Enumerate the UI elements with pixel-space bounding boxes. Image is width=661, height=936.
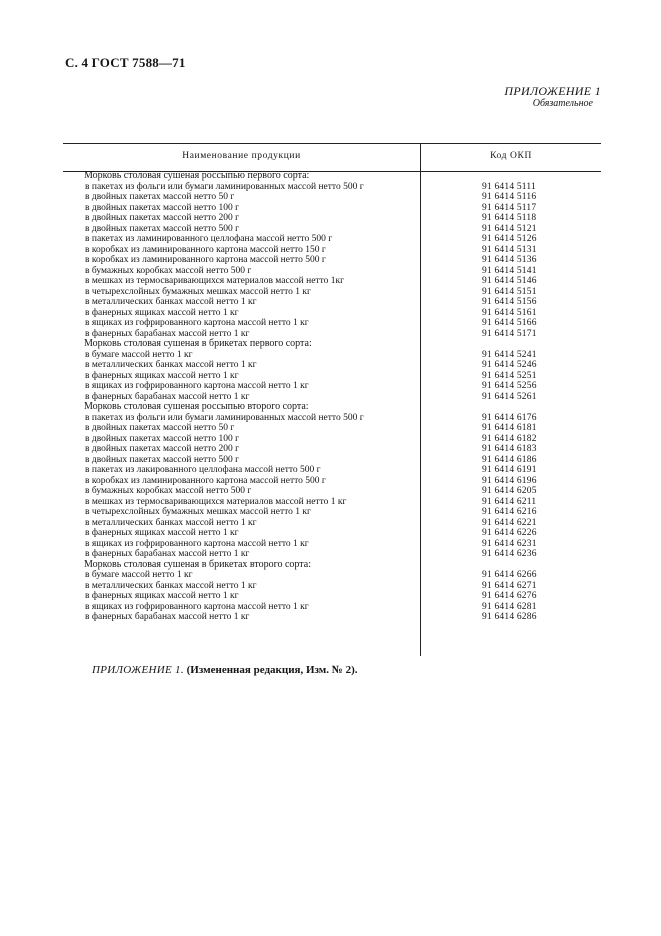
okp-code-cell: 91 6414 5117 bbox=[482, 202, 537, 213]
table-row bbox=[63, 371, 601, 382]
table-row bbox=[63, 497, 601, 508]
okp-code-cell: 91 6414 5111 bbox=[482, 181, 536, 192]
table-row bbox=[63, 287, 601, 298]
table-row bbox=[63, 192, 601, 203]
table-row bbox=[63, 360, 601, 371]
table-section-heading bbox=[63, 560, 601, 571]
table-row bbox=[63, 318, 601, 329]
product-name-cell: в мешках из термосваривающихся материалов массой нетто 1 кг bbox=[85, 496, 347, 507]
okp-code-cell: 91 6414 5166 bbox=[482, 318, 537, 328]
product-name-cell: в фанерных барабанах массой нетто 1 кг bbox=[85, 328, 250, 339]
product-name-cell: Морковь столовая сушеная в брикетах второго сорта: bbox=[84, 558, 311, 570]
table-row bbox=[63, 455, 601, 466]
product-name-cell: в двойных пакетах массой нетто 50 г bbox=[85, 192, 235, 202]
column-header-product-name: Наименование продукции bbox=[182, 151, 301, 161]
okp-code-cell: 91 6414 5136 bbox=[482, 255, 537, 265]
okp-code-cell: 91 6414 5241 bbox=[482, 349, 537, 360]
product-name-cell: Морковь столовая сушеная россыпью второго сорта: bbox=[84, 401, 309, 412]
okp-code-cell: 91 6414 6176 bbox=[482, 412, 537, 423]
okp-code-cell: 91 6414 5246 bbox=[482, 360, 537, 370]
product-name-cell: в фанерных ящиках массой нетто 1 кг bbox=[85, 591, 239, 601]
table-row bbox=[63, 486, 601, 497]
table-row bbox=[63, 612, 601, 623]
table-row bbox=[63, 602, 601, 613]
okp-code-cell: 91 6414 6286 bbox=[482, 612, 537, 622]
product-name-cell: в четырехслойных бумажных мешках массой нетто 1 кг bbox=[85, 507, 311, 517]
appendix-title: ПРИЛОЖЕНИЕ 1 bbox=[504, 84, 601, 98]
product-name-cell: в металлических банках массой нетто 1 кг bbox=[85, 517, 257, 528]
product-name-cell: в металлических банках массой нетто 1 кг bbox=[85, 580, 257, 591]
table-row bbox=[63, 350, 601, 361]
product-name-cell: в бумаге массой нетто 1 кг bbox=[85, 570, 193, 580]
okp-code-cell: 91 6414 6236 bbox=[482, 549, 537, 559]
page-header: С. 4 ГОСТ 7588—71 bbox=[65, 55, 186, 70]
product-name-cell: в фанерных ящиках массой нетто 1 кг bbox=[85, 528, 239, 538]
table-section-heading bbox=[63, 171, 601, 182]
column-header-okp-code: Код ОКП bbox=[490, 151, 532, 161]
product-name-cell: в пакетах из фольги или бумаги ламинированных массой нетто 500 г bbox=[85, 181, 364, 192]
okp-code-cell: 91 6414 6181 bbox=[482, 423, 537, 433]
product-name-cell: в двойных пакетах массой нетто 50 г bbox=[85, 423, 235, 433]
table-row bbox=[63, 297, 601, 308]
footnote-text: (Измененная редакция, Изм. № 2). bbox=[186, 664, 358, 676]
table-row bbox=[63, 539, 601, 550]
product-name-cell: в мешках из термосваривающихся материалов массой нетто 1кг bbox=[85, 276, 344, 286]
product-name-cell: в фанерных ящиках массой нетто 1 кг bbox=[85, 370, 239, 381]
product-name-cell: в коробках из ламинированного картона массой нетто 150 г bbox=[85, 244, 326, 255]
okp-code-cell: 91 6414 6226 bbox=[482, 528, 537, 538]
okp-code-cell: 91 6414 6276 bbox=[482, 591, 537, 601]
table-row bbox=[63, 423, 601, 434]
table-row bbox=[63, 528, 601, 539]
product-name-cell: в ящиках из гофрированного картона массой нетто 1 кг bbox=[85, 601, 309, 612]
product-name-cell: в ящиках из гофрированного картона массой нетто 1 кг bbox=[85, 318, 309, 328]
table-row bbox=[63, 213, 601, 224]
product-name-cell: в фанерных барабанах массой нетто 1 кг bbox=[85, 612, 250, 622]
table-body bbox=[63, 171, 601, 623]
okp-code-cell: 91 6414 6196 bbox=[482, 475, 537, 486]
table-row bbox=[63, 570, 601, 581]
okp-code-cell: 91 6414 5121 bbox=[482, 223, 537, 234]
product-name-cell: в ящиках из гофрированного картона массой нетто 1 кг bbox=[85, 381, 309, 391]
product-name-cell: в бумажных коробках массой нетто 500 г bbox=[85, 265, 252, 276]
okp-code-cell: 91 6414 5141 bbox=[482, 265, 537, 276]
okp-code-cell: 91 6414 5171 bbox=[482, 328, 537, 339]
table-row bbox=[63, 507, 601, 518]
table-row bbox=[63, 549, 601, 560]
okp-code-cell: 91 6414 5116 bbox=[482, 192, 537, 202]
product-name-cell: в металлических банках массой нетто 1 кг bbox=[85, 297, 257, 307]
table-row bbox=[63, 234, 601, 245]
table-row bbox=[63, 476, 601, 487]
okp-code-cell: 91 6414 5118 bbox=[482, 213, 537, 223]
product-name-cell: в коробках из ламинированного картона массой нетто 500 г bbox=[85, 255, 326, 265]
product-name-cell: в пакетах из фольги или бумаги ламинированных массой нетто 500 г bbox=[85, 412, 364, 423]
okp-code-cell: 91 6414 5251 bbox=[482, 370, 537, 381]
okp-code-cell: 91 6414 5261 bbox=[482, 391, 537, 402]
okp-code-cell: 91 6414 5161 bbox=[482, 307, 537, 318]
product-name-cell: в бумажных коробках массой нетто 500 г bbox=[85, 486, 252, 496]
okp-code-cell: 91 6414 6216 bbox=[482, 507, 537, 517]
product-code-table bbox=[63, 143, 601, 656]
okp-code-cell: 91 6414 6231 bbox=[482, 538, 537, 549]
okp-code-cell: 91 6414 6266 bbox=[482, 570, 537, 580]
okp-code-cell: 91 6414 6271 bbox=[482, 580, 537, 591]
okp-code-cell: 91 6414 6205 bbox=[482, 486, 537, 496]
table-row bbox=[63, 276, 601, 287]
product-name-cell: в фанерных барабанах массой нетто 1 кг bbox=[85, 391, 250, 402]
product-name-cell: в четырехслойных бумажных мешках массой нетто 1 кг bbox=[85, 286, 311, 297]
product-name-cell: Морковь столовая сушеная в брикетах первого сорта: bbox=[84, 338, 312, 349]
table-row bbox=[63, 245, 601, 256]
product-name-cell: в двойных пакетах массой нетто 500 г bbox=[85, 454, 239, 465]
table-row bbox=[63, 255, 601, 266]
okp-code-cell: 91 6414 5126 bbox=[482, 234, 537, 244]
okp-code-cell: 91 6414 6182 bbox=[482, 433, 537, 444]
appendix-block bbox=[504, 85, 601, 110]
table-row bbox=[63, 266, 601, 277]
table-row bbox=[63, 465, 601, 476]
product-name-cell: в фанерных ящиках массой нетто 1 кг bbox=[85, 307, 239, 318]
table-section-heading bbox=[63, 402, 601, 413]
okp-code-cell: 91 6414 5146 bbox=[482, 276, 537, 286]
table-row bbox=[63, 581, 601, 592]
product-name-cell: в коробках из ламинированного картона массой нетто 500 г bbox=[85, 475, 326, 486]
product-name-cell: в ящиках из гофрированного картона массой нетто 1 кг bbox=[85, 538, 309, 549]
table-row bbox=[63, 308, 601, 319]
okp-code-cell: 91 6414 5151 bbox=[482, 286, 537, 297]
okp-code-cell: 91 6414 5256 bbox=[482, 381, 537, 391]
okp-code-cell: 91 6414 5156 bbox=[482, 297, 537, 307]
okp-code-cell: 91 6414 6186 bbox=[482, 454, 537, 465]
product-name-cell: в двойных пакетах массой нетто 500 г bbox=[85, 223, 239, 234]
table-row bbox=[63, 381, 601, 392]
table-row bbox=[63, 413, 601, 424]
appendix-subtitle: Обязательное bbox=[532, 98, 593, 109]
product-name-cell: в двойных пакетах массой нетто 200 г bbox=[85, 444, 239, 454]
okp-code-cell: 91 6414 6281 bbox=[482, 601, 537, 612]
table-row bbox=[63, 182, 601, 193]
okp-code-cell: 91 6414 5131 bbox=[482, 244, 537, 255]
product-name-cell: в пакетах из ламинированного целлофана массой нетто 500 г bbox=[85, 234, 333, 244]
product-name-cell: Морковь столовая сушеная россыпью первого сорта: bbox=[84, 170, 310, 181]
table-section-heading bbox=[63, 339, 601, 350]
table-row bbox=[63, 591, 601, 602]
table-row bbox=[63, 203, 601, 214]
product-name-cell: в двойных пакетах массой нетто 100 г bbox=[85, 202, 239, 213]
product-name-cell: в двойных пакетах массой нетто 100 г bbox=[85, 433, 239, 444]
okp-code-cell: 91 6414 6221 bbox=[482, 517, 537, 528]
okp-code-cell: 91 6414 6191 bbox=[482, 465, 537, 475]
product-name-cell: в металлических банках массой нетто 1 кг bbox=[85, 360, 257, 370]
product-name-cell: в фанерных барабанах массой нетто 1 кг bbox=[85, 549, 250, 559]
table-row bbox=[63, 444, 601, 455]
product-name-cell: в двойных пакетах массой нетто 200 г bbox=[85, 213, 239, 223]
table-top-rule bbox=[63, 143, 601, 144]
table-row bbox=[63, 434, 601, 445]
footnote bbox=[92, 664, 358, 676]
footnote-label: ПРИЛОЖЕНИЕ 1. bbox=[92, 664, 184, 676]
product-name-cell: в бумаге массой нетто 1 кг bbox=[85, 349, 193, 360]
table-row bbox=[63, 518, 601, 529]
okp-code-cell: 91 6414 6183 bbox=[482, 444, 537, 454]
product-name-cell: в пакетах из лакированного целлофана массой нетто 500 г bbox=[85, 465, 321, 475]
okp-code-cell: 91 6414 6211 bbox=[482, 496, 537, 507]
table-row bbox=[63, 224, 601, 235]
